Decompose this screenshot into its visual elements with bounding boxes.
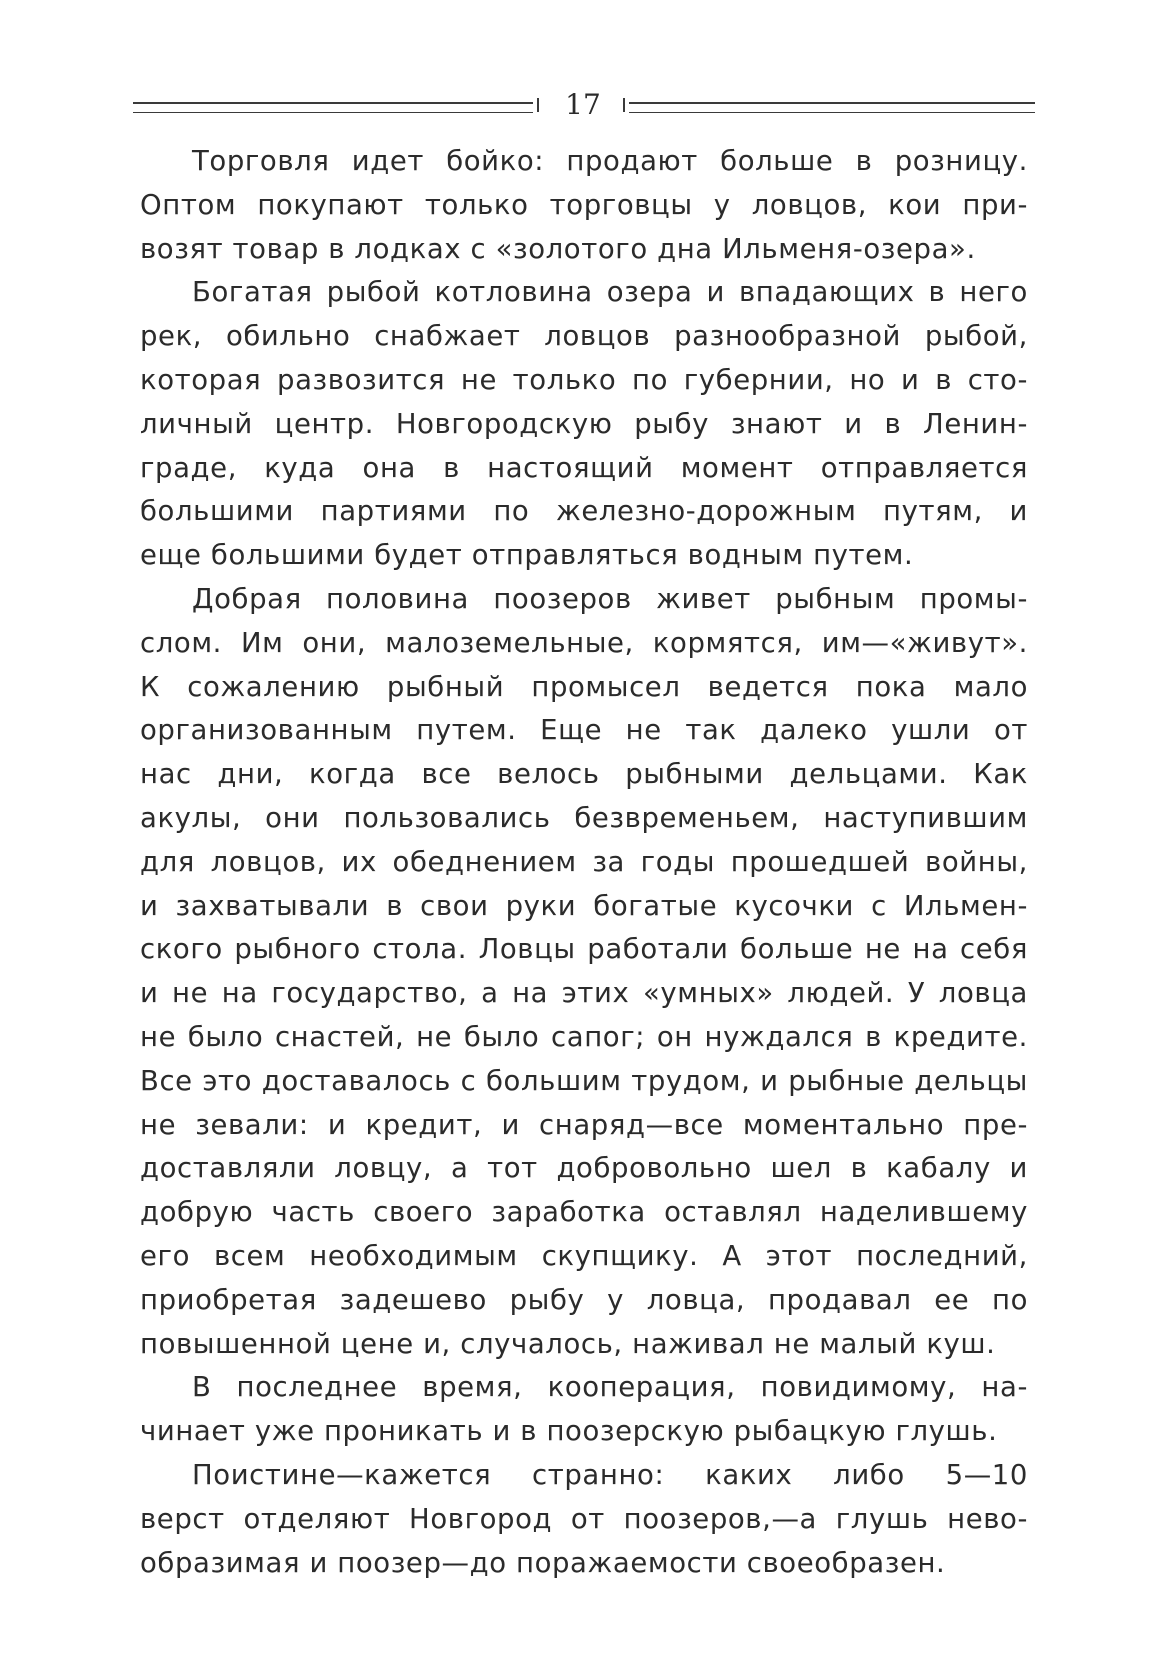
text-line: Добрая половина поозеров живет рыбным промы- — [192, 582, 1028, 615]
text-line: организованным путем. Еще не так далеко ушли от — [140, 714, 1028, 747]
paragraph — [140, 271, 1028, 578]
page-number: 17 — [565, 88, 601, 121]
text-line: его всем необходимым скупщику. А этот последний, — [140, 1239, 1028, 1272]
text-line: верст отделяют Новгород от поозеров,—а глушь нево- — [140, 1502, 1028, 1535]
text-line: ского рыбного стола. Ловцы работали больше не на себя — [140, 933, 1028, 966]
text-line: которая развозится не только по губернии, но и в сто- — [140, 363, 1028, 396]
paragraph — [140, 140, 1028, 271]
text-line: приобретая задешево рыбу у ловца, продавал ее по — [140, 1283, 1028, 1316]
text-line: личный центр. Новгородскую рыбу знают и в Ленин- — [140, 407, 1028, 440]
text-line: рек, обильно снабжает ловцов разнообразной рыбой, — [140, 320, 1028, 353]
text-line: Все это доставалось с большим трудом, и рыбные дельцы — [140, 1064, 1028, 1097]
text-line: большими партиями по железно-дорожным путям, и — [140, 495, 1028, 528]
page-header — [133, 88, 1035, 122]
text-line: нас дни, когда все велось рыбными дельцами. Как — [140, 758, 1028, 791]
text-line: Торговля идет бойко: продают больше в розницу. — [192, 145, 1028, 177]
text-line: К сожалению рыбный промысел ведется пока мало — [140, 670, 1028, 703]
text-line: повышенной цене и, случалось, наживал не малый куш. — [140, 1327, 996, 1360]
text-line: и не на государство, а на этих «умных» людей. У ловца — [140, 977, 1028, 1010]
text-line: не зевали: и кредит, и снаряд—все моментально пре- — [140, 1108, 1028, 1141]
text-line: граде, куда она в настоящий момент отправляется — [140, 451, 1028, 484]
header-rule-left — [133, 102, 533, 113]
text-line: возят товар в лодках с «золотого дна Ильменя-озера». — [140, 232, 976, 265]
text-line: Оптом покупают только торговцы у ловцов, кои при- — [140, 188, 1028, 221]
paragraph — [140, 1454, 1028, 1585]
text-line: образимая и поозер—до поражаемости своеобразен. — [140, 1546, 946, 1579]
text-line: доставляли ловцу, а тот добровольно шел в кабалу и — [140, 1152, 1028, 1185]
text-line: еще большими будет отправляться водным путем. — [140, 539, 914, 572]
text-line: добрую часть своего заработка оставлял наделившему — [140, 1196, 1028, 1229]
text-line: Богатая рыбой котловина озера и впадающих в него — [192, 276, 1028, 309]
text-line: не было снастей, не было сапог; он нуждался в кредите. — [140, 1020, 1028, 1053]
text-line: акулы, они пользовались безвременьем, наступившим — [140, 801, 1028, 834]
header-rule-right — [629, 102, 1035, 113]
text-line: чинает уже проникать и в поозерскую рыбацкую глушь. — [140, 1415, 998, 1448]
text-line: Поистине—кажется странно: каких либо 5—10 — [192, 1458, 1028, 1491]
text-line: слом. Им они, малоземельные, кормятся, им—«живут». — [140, 626, 1028, 659]
paragraph — [140, 578, 1028, 1366]
body-text — [140, 140, 1028, 1585]
text-line: В последнее время, кооперация, повидимому, на- — [192, 1371, 1028, 1404]
text-line: для ловцов, их обеднением за годы прошедшей войны, — [140, 845, 1028, 878]
text-line: и захватывали в свои руки богатые кусочки с Ильмен- — [140, 889, 1028, 922]
paragraph — [140, 1366, 1028, 1454]
